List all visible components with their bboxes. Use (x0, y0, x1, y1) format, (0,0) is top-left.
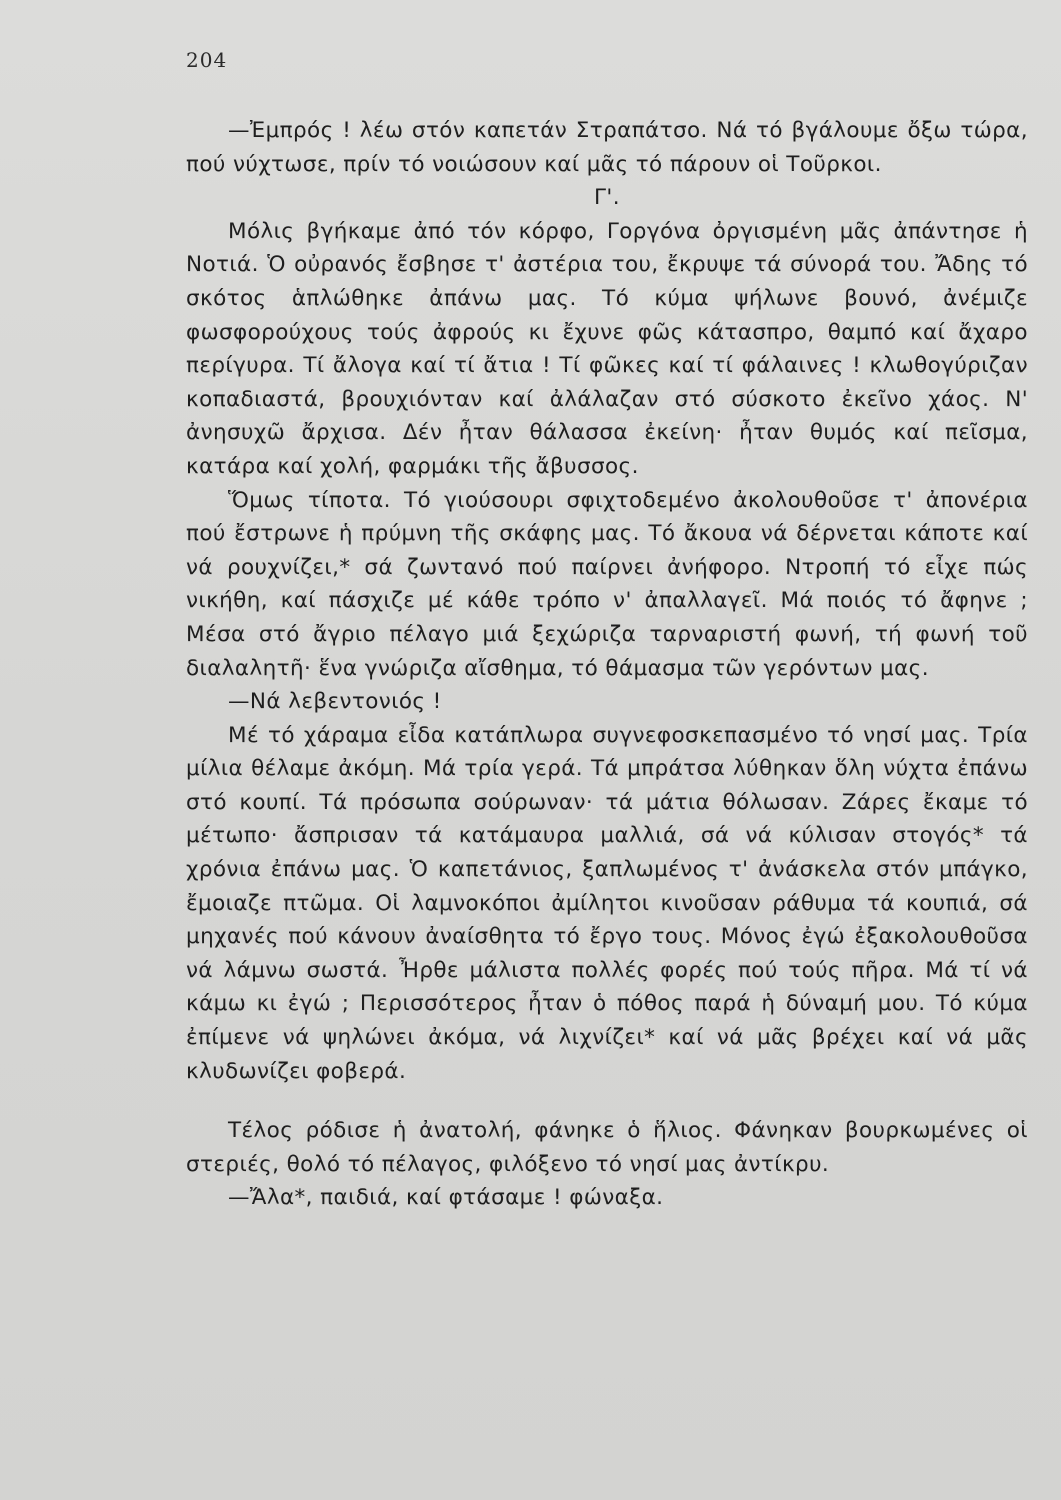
paragraph-4: —Νά λεβεντονιός ! (228, 689, 442, 715)
paragraph-gap (186, 1088, 1028, 1114)
paragraph-7: —Ἄλα*, παιδιά, καί φτάσαμε ! φώναξα. (228, 1185, 664, 1211)
paragraph-5: Μέ τό χάραμα εἶδα κατάπλωρα συγνεφοσκεπασμένο τό νησί μας. Τρία μίλια θέλαμε ἀκόμη. Μά τρία γερά. Τά μπράτσα λύθηκαν ὅλη νύχτα ἐπάνω στό κουπί. Τά πρόσωπα σούρωναν· τά μάτια θόλωσαν. Ζάρες ἔκαμε τό μέτωπο· ἄσπρισαν τά κατάμαυρα μαλλιά, σά νά κύλισαν στογός* τά χρόνια ἐπάνω μας. Ὁ καπετάνιος, ξαπλωμένος τ' ἀνάσκελα στόν μπάγκο, ἔμοιαζε πτῶμα. Οἱ λαμνοκόποι ἀμίλητοι κινοῦσαν ράθυμα τά κουπιά, σά μηχανές πού κάνουν ἀναίσθητα τό ἔργο τους. Μόνος ἐγώ ἐξακολουθοῦσα νά λάμνω σωστά. Ἦρθε μάλιστα πολλές φορές πού τούς πῆρα. Μά τί νά κάμω κι ἐγώ ; Περισσότερος ἦταν ὁ πόθος παρά ἡ δύναμή μου. Τό κύμα ἐπίμενε νά ψηλώνει ἀκόμα, νά λιχνίζει* καί νά μᾶς βρέχει καί νά μᾶς κλυδωνίζει φοβερά. (186, 722, 1028, 1084)
paragraph-3: Ὅμως τίποτα. Τό γιούσουρι σφιχτοδεμένο ἀκολουθοῦσε τ' ἀπονέρια πού ἔστρωνε ἡ πρύμνη τῆς σκάφης μας. Τό ἄκουα νά δέρνεται κάποτε καί νά ρουχνίζει,* σά ζωντανό πού παίρνει ἀνήφορο. Ντροπή τό εἶχε πώς νικήθη, καί πάσχιζε μέ κάθε τρόπο ν' ἀπαλλαγεῖ. Μά ποιός τό ἄφηνε ; Μέσα στό ἄγριο πέλαγο μιά ξεχώριζα ταρναριστή φωνή, τή φωνή τοῦ διαλαλητῆ· ἕνα γνώριζα αἴσθημα, τό θάμασμα τῶν γερόντων μας. (186, 487, 1028, 681)
paragraph-1: —Ἐμπρός ! λέω στόν καπετάν Στραπάτσο. Νά τό βγάλουμε ὄξω τώρα, πού νύχτωσε, πρίν τό νοιώσουν καί μᾶς τό πάρουν οἱ Τοῦρκοι. (186, 118, 1028, 177)
paragraph-2: Μόλις βγήκαμε ἀπό τόν κόρφο, Γοργόνα ὀργισμένη μᾶς ἀπάντησε ἡ Νοτιά. Ὁ οὐρανός ἔσβησε τ' ἀστέρια του, ἔκρυψε τά σύνορά του. Ἄδης τό σκότος ἁπλώθηκε ἀπάνω μας. Τό κύμα ψήλωνε βουνό, ἀνέμιζε φωσφορούχους τούς ἀφρούς κι ἔχυνε φῶς κάτασπρο, θαμπό καί ἄχαρο περίγυρα. Τί ἄλογα καί τί ἄτια ! Τί φῶκες καί τί φάλαινες ! κλωθογύριζαν κοπαδιαστά, βρουχιόνταν καί ἀλάλαζαν στό σύσκοτο ἐκεῖνο χάος. Ν' ἀνησυχῶ ἄρχισα. Δέν ἦταν θάλασσα ἐκείνη· ἦταν θυμός καί πεῖσμα, κατάρα καί χολή, φαρμάκι τῆς ἄβυσσος. (186, 218, 1028, 479)
page-number: 204 (186, 48, 228, 72)
paragraph-6: Τέλος ρόδισε ἡ ἀνατολή, φάνηκε ὁ ἥλιος. Φάνηκαν βουρκωμένες οἱ στεριές, θολό τό πέλαγος, φιλόξενο τό νησί μας ἀντίκρυ. (186, 1118, 1028, 1177)
body-text (186, 114, 1028, 1215)
section-heading: Γ'. (594, 185, 620, 211)
